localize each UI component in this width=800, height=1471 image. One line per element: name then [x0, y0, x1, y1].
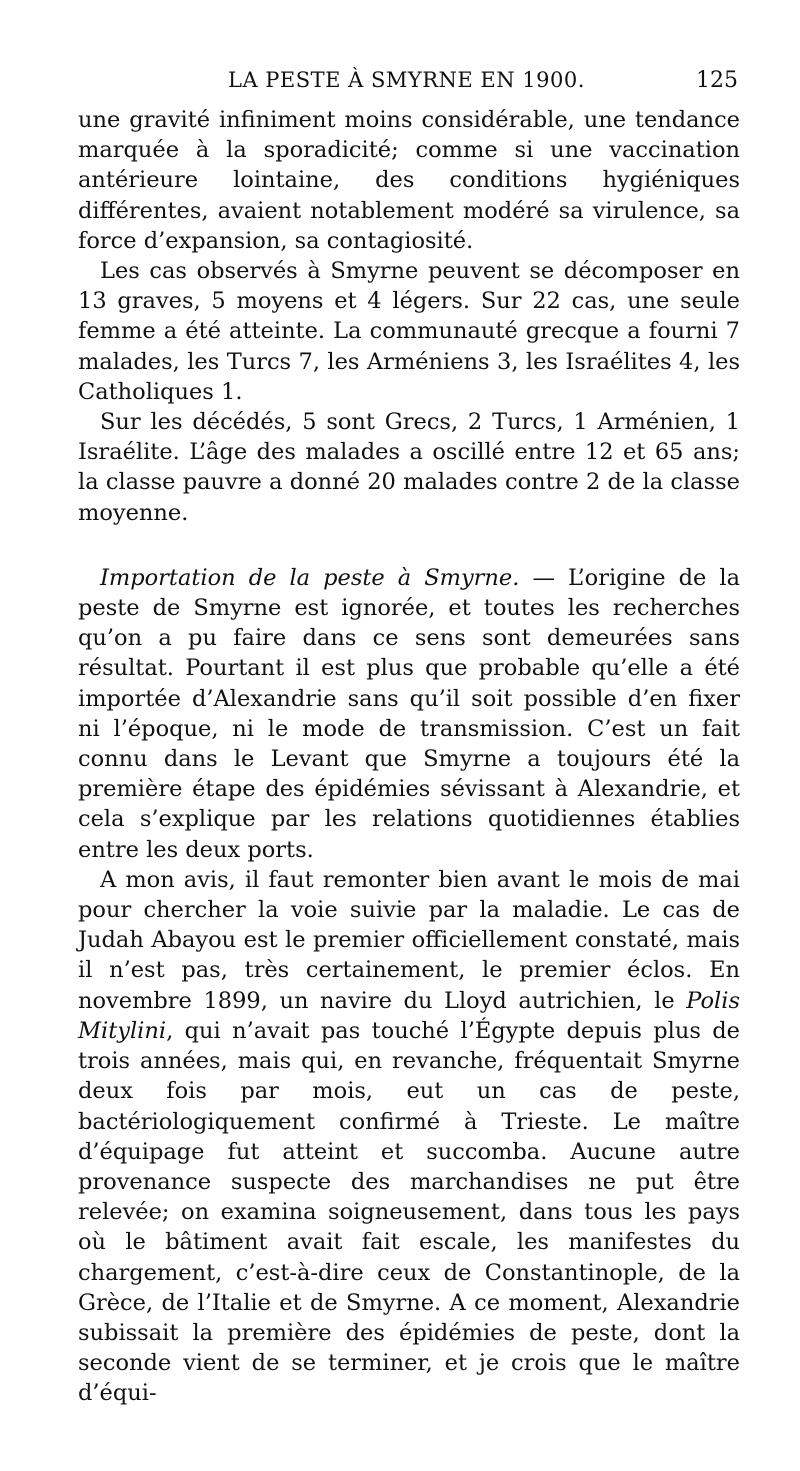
paragraph-deceased-statistics: [78, 407, 740, 528]
paragraph-continuation: [78, 105, 740, 256]
body-text: [78, 105, 740, 1409]
paragraph-case-statistics: [78, 256, 740, 407]
paragraph-text: A mon avis, il faut remonter bien avant le mois de mai pour chercher la voie suivie par la maladie. Le cas de Judah Abayou est le premier officiellement constaté, mais il n’est pas, très certainement, le premier éclos. En novembre 1899, un navire du Lloyd autrichien, le: [78, 866, 740, 1014]
page-number: 125: [696, 68, 738, 93]
ship-name: Polis Mitylini: [78, 987, 740, 1044]
running-head: [78, 60, 740, 100]
paragraph-importation: [78, 563, 740, 865]
paragraph-text: Les cas observés à Smyrne peuvent se décomposer en 13 graves, 5 moyens et 4 légers. Sur 22 cas, une seule femme a été atteinte. La communauté grecque a fourni 7 malades, les Turcs 7, les Arméniens 3, les Israélites 4, les Catholiques 1.: [78, 258, 740, 405]
section-title: Importation de la peste à Smyrne.: [100, 564, 520, 591]
paragraph-text: Sur les décédés, 5 sont Grecs, 2 Turcs, 1 Arménien, 1 Israélite. L’âge des malades a oscillé entre 12 et 65 ans; la classe pauvre a donné 20 malades contre 2 de la classe moyenne.: [78, 409, 740, 526]
paragraph-text: — L’origine de la peste de Smyrne est ignorée, et toutes les recherches qu’on a pu faire dans ce sens sont demeurées sans résultat. Pourtant il est plus que probable qu’elle a été importée d’Alexandrie sans qu’il soit possible d’en fixer ni l’époque, ni le mode de transmission. C’est un fait connu dans le Levant que Smyrne a toujours été la première étape des épidémies sévissant à Alexandrie, et cela s’explique par les relations quotidiennes établies entre les deux ports.: [78, 564, 740, 863]
paragraph-origin-hypothesis: [78, 865, 740, 1409]
paragraph-text: une gravité infiniment moins considérable, une tendance marquée à la sporadicité; comme si une vaccination antérieure lointaine, des conditions hygiéniques différentes, avaient notablement modéré sa virulence, sa force d’expansion, sa contagiosité.: [78, 107, 740, 254]
paragraph-text: , qui n’avait pas touché l’Égypte depuis plus de trois années, mais qui, en revanche, fréquentait Smyrne deux fois par mois, eut un cas de peste, bactériologiquement confirmé à Trieste. Le maître d’équipage fut atteint et succomba. Aucune autre provenance suspecte des marchandises ne put être relevée; on examina soigneusement, dans tous les pays où le bâtiment avait fait escale, les manifestes du chargement, c’est-à-dire ceux de Constantinople, de la Grèce, de l’Italie et de Smyrne. A ce moment, Alexandrie subissait la première des épidémies de peste, dont la seconde vient de se terminer, et je crois que le maître d’équi-: [78, 1017, 740, 1407]
running-title: LA PESTE À SMYRNE EN 1900.: [228, 68, 585, 92]
